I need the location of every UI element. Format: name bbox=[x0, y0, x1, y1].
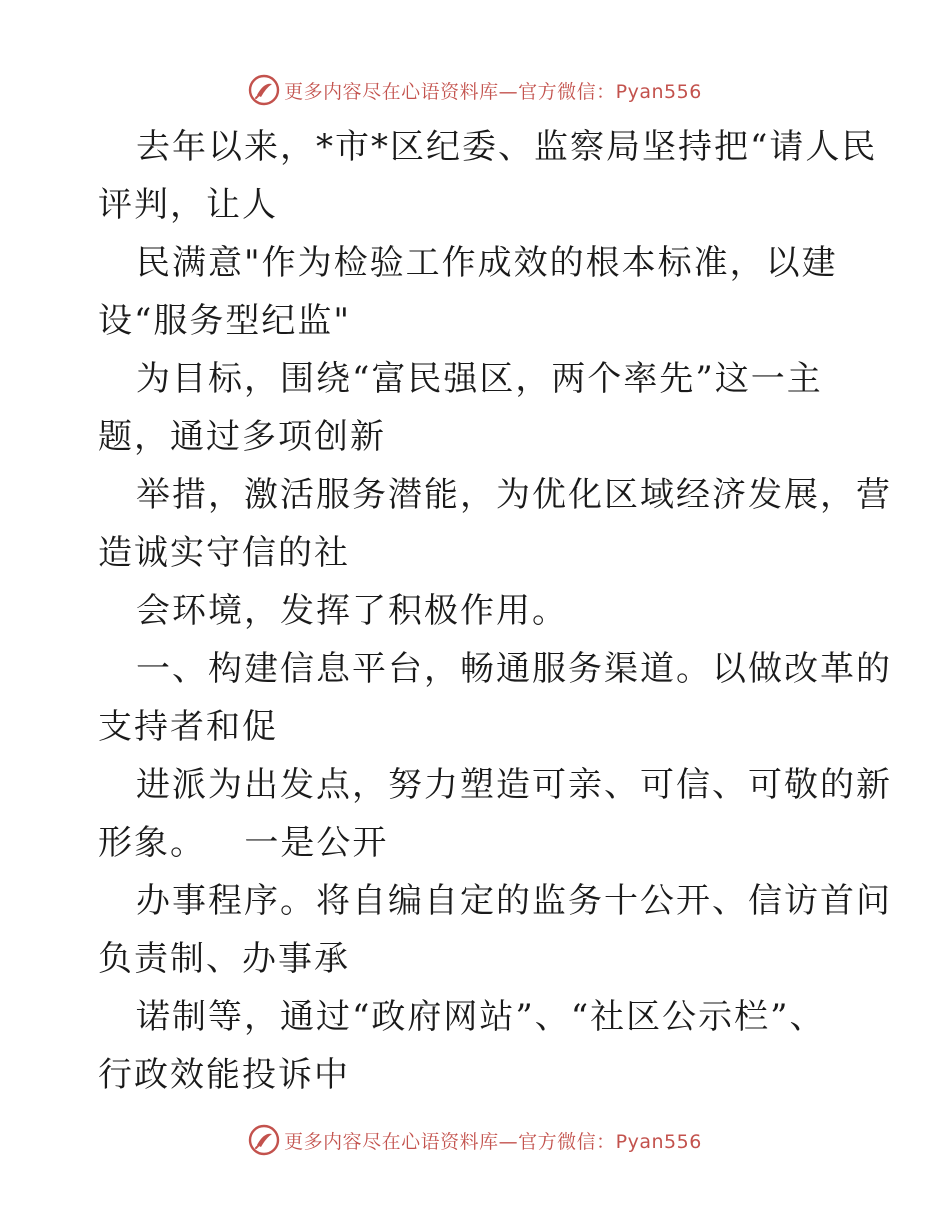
header-watermark bbox=[0, 70, 950, 110]
text-line: 评判，让人 bbox=[98, 185, 278, 225]
text-line: 形象。 一是公开 bbox=[98, 823, 389, 863]
text-line: 去年以来，*市*区纪委、监察局坚持把“请人民 bbox=[136, 127, 878, 167]
text-line: 诺制等，通过“政府网站”、“社区公示栏”、 bbox=[136, 997, 826, 1037]
book-pen-logo-icon bbox=[248, 74, 280, 106]
header-watermark-text: 更多内容尽在心语资料库—官方微信：Pyan556 bbox=[284, 80, 702, 103]
text-line: 为目标，围绕“富民强区，两个率先”这一主 bbox=[136, 359, 823, 399]
text-line: 题，通过多项创新 bbox=[98, 417, 386, 457]
section-heading-line: 一、构建信息平台，畅通服务渠道。以做改革的 bbox=[136, 649, 892, 689]
text-line: 进派为出发点，努力塑造可亲、可信、可敬的新 bbox=[136, 765, 892, 805]
text-line: 办事程序。将自编自定的监务十公开、信访首问 bbox=[136, 881, 892, 921]
footer-watermark bbox=[0, 1120, 950, 1160]
footer-watermark-text: 更多内容尽在心语资料库—官方微信：Pyan556 bbox=[284, 1130, 702, 1153]
text-line: 举措，激活服务潜能，为优化区域经济发展，营 bbox=[136, 475, 892, 515]
text-line: 造诚实守信的社 bbox=[98, 533, 350, 573]
text-line: 行政效能投诉中 bbox=[98, 1055, 350, 1095]
text-line: 设“服务型纪监" bbox=[98, 301, 352, 341]
document-body bbox=[98, 118, 892, 1104]
text-line: 会环境，发挥了积极作用。 bbox=[136, 591, 568, 631]
text-line: 支持者和促 bbox=[98, 707, 278, 747]
text-line: 负责制、办事承 bbox=[98, 939, 350, 979]
text-line: 民满意"作为检验工作成效的根本标准，以建 bbox=[136, 243, 838, 283]
book-pen-logo-icon bbox=[248, 1124, 280, 1156]
